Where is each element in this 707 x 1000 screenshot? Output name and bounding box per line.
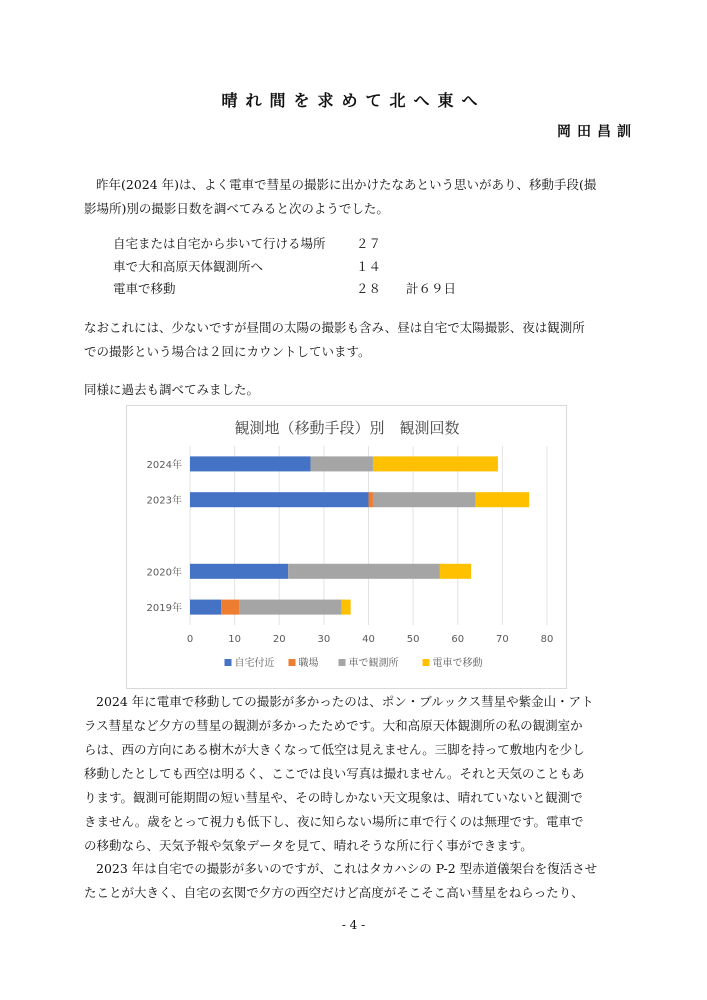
chart-bar-segment <box>221 600 239 615</box>
note-line-2: での撮影という場合は２回にカウントしています。 <box>84 344 371 359</box>
body-2024-line: 2024 年に電車で移動しての撮影が多かったのは、ポン・ブルックス彗星や紫金山・アト <box>96 694 594 709</box>
chart-bar-segment <box>342 600 351 615</box>
chart-category-label: 2019年 <box>146 603 182 615</box>
chart-bar-segment <box>190 564 288 579</box>
chart-x-tick-label: 60 <box>451 634 465 645</box>
legend-label: 車で観測所 <box>348 658 399 669</box>
chart-bars <box>190 456 529 614</box>
chart-category-label: 2024年 <box>146 459 182 471</box>
legend-label: 電車で移動 <box>432 658 483 669</box>
intro-paragraph <box>84 173 639 221</box>
chart-category-label: 2023年 <box>146 495 182 507</box>
chart-legend <box>225 656 483 669</box>
body-2024-line: の移動なら、天気予報や気象データを見て、晴れそうな所に行く事ができます。 <box>84 838 533 853</box>
observation-count-list <box>113 233 456 301</box>
author-name: 岡田昌訓 <box>557 124 637 140</box>
chart-x-tick-label: 80 <box>540 634 554 645</box>
page-number: - 4 - <box>341 918 366 932</box>
intro-line-2: 影場所)別の撮影日数を調べてみると次のようでした。 <box>84 201 389 216</box>
legend-swatch <box>225 659 232 666</box>
chart-bar-segment <box>310 456 372 471</box>
legend-swatch <box>339 659 346 666</box>
body-2023-paragraph <box>84 857 639 905</box>
chart-bar-segment <box>190 600 221 615</box>
chart-bar-segment <box>476 492 530 507</box>
legend-label: 職場 <box>298 658 319 669</box>
chart-title: 観測地（移動手段）別 観測回数 <box>234 419 460 437</box>
list-item-value: １４ <box>356 258 382 274</box>
chart-bar-segment <box>190 492 369 507</box>
chart-x-tick-label: 40 <box>362 634 375 645</box>
chart-x-tick-label: 30 <box>317 634 331 645</box>
body-2024-line: らは、西の方向にある樹木が大きくなって低空は見えません。三脚を持って敷地内を少し <box>84 742 585 757</box>
intro-line-1: 昨年(2024 年)は、よく電車で彗星の撮影に出かけたなあという思いがあり、移動手段(撮 <box>96 177 597 192</box>
list-item <box>113 233 456 256</box>
body-2023-line: 2023 年は自宅での撮影が多いのですが、これはタカハシの P-2 型赤道儀架台を復活させ <box>96 861 598 876</box>
body-2024-line: ります。観測可能期間の短い彗星や、その時しかない天文現象は、晴れていないと観測で <box>84 790 583 805</box>
chart-x-tick-label: 70 <box>496 634 509 645</box>
past-line: 同様に過去も調べてみました。 <box>84 382 260 397</box>
legend-swatch <box>289 659 296 666</box>
chart-bar-segment <box>440 564 471 579</box>
legend-label: 自宅付近 <box>234 658 275 669</box>
chart-x-tick-label: 0 <box>186 634 194 645</box>
note-paragraph <box>84 316 639 364</box>
chart-bar-segment <box>239 600 342 615</box>
chart-bar-segment <box>369 492 373 507</box>
chart-x-tick-label: 10 <box>228 634 241 645</box>
list-item-value: ２７ <box>356 236 382 251</box>
list-item-label: 車で大和高原天体観測所へ <box>113 258 264 274</box>
list-item-label: 電車で移動 <box>113 281 176 296</box>
body-2024-paragraph <box>84 690 639 858</box>
list-item <box>113 256 456 279</box>
chart-category-label: 2020年 <box>146 567 182 579</box>
observation-chart <box>126 405 567 689</box>
chart-category-labels <box>147 458 182 614</box>
body-2023-line: たことが大きく、自宅の玄関で夕方の西空だけど高度がそこそこ高い彗星をねらったり、 <box>84 885 584 900</box>
chart-x-tick-label: 20 <box>272 634 286 645</box>
list-item-label: 自宅または自宅から歩いて行ける場所 <box>113 236 326 251</box>
chart-bar-segment <box>190 456 310 471</box>
chart-x-tick-labels <box>187 634 554 645</box>
chart-canvas <box>127 406 566 688</box>
chart-bar-segment <box>288 564 440 579</box>
chart-gridlines <box>190 446 547 625</box>
article-title: 晴れ間を求めて北へ東へ <box>221 91 486 110</box>
note-line-1: なおこれには、少ないですが昼間の太陽の撮影も含み、昼は自宅で太陽撮影、夜は観測所 <box>84 320 585 335</box>
chart-x-tick-label: 50 <box>406 634 420 645</box>
body-2024-line: ラス彗星など夕方の彗星の観測が多かったためです。大和高原天体観測所の私の観測室か <box>84 718 583 733</box>
legend-swatch <box>423 659 430 666</box>
list-item-value: ２８ <box>356 281 382 296</box>
chart-bar-segment <box>373 492 476 507</box>
body-2024-line: きません。歳をとって視力も低下し、夜に知らない場所に車で行くのは無理です。電車で <box>84 814 584 829</box>
past-paragraph <box>84 378 639 402</box>
body-2024-line: 移動したとしても西空は明るく、ここでは良い写真は撮れません。それと天気のこともあ <box>84 766 585 781</box>
list-item-extra: 計６９日 <box>406 281 457 296</box>
chart-bar-segment <box>373 456 498 471</box>
list-item <box>113 278 456 301</box>
